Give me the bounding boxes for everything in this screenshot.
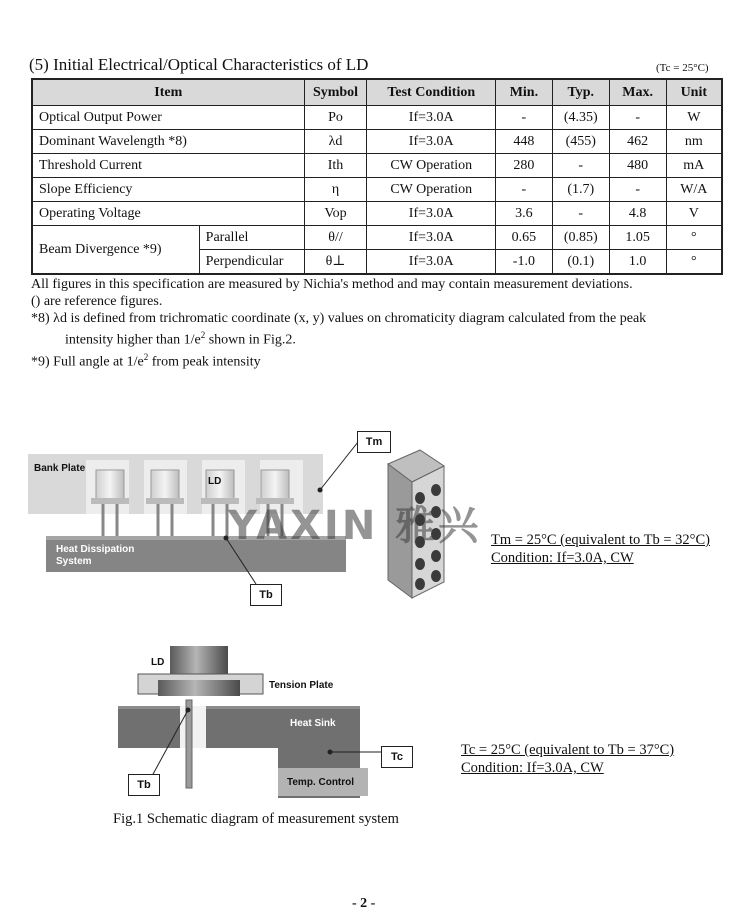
cell-unit: W xyxy=(666,106,722,130)
cell-max: - xyxy=(609,106,666,130)
notes xyxy=(31,276,721,370)
cell-item: Dominant Wavelength *8) xyxy=(32,130,304,154)
cell-max: 1.05 xyxy=(609,226,666,250)
cell-min: 0.65 xyxy=(495,226,552,250)
cell-min: - xyxy=(495,178,552,202)
note-8-line2: intensity higher than $1/e^2$ shown in Fig.2. xyxy=(65,330,296,348)
cell-min: 280 xyxy=(495,154,552,178)
cell-max: - xyxy=(609,178,666,202)
table-row xyxy=(32,154,722,178)
label-heat-sink: Heat Sink xyxy=(290,718,336,729)
cell-typ: - xyxy=(552,202,609,226)
header-typ: Typ. xyxy=(552,79,609,106)
cell-max: 4.8 xyxy=(609,202,666,226)
note-measurement: All figures in this specification are measured by Nichia's method and may contain measurement deviations. xyxy=(31,277,633,292)
cell-min: - xyxy=(495,106,552,130)
condition-tm: Tm = 25°C (equivalent to Tb = 32°C) Condition: If=3.0A, CW xyxy=(491,532,710,566)
tc-note: (Tc = 25°C) xyxy=(656,62,709,74)
cell-condition: If=3.0A xyxy=(367,130,495,154)
label-heat-dissipation: Heat Dissipation System xyxy=(56,544,135,567)
cell-condition: If=3.0A xyxy=(367,226,495,250)
table-row xyxy=(32,178,722,202)
cell-typ: (0.85) xyxy=(552,226,609,250)
header-test-condition: Test Condition xyxy=(367,79,495,106)
table-row xyxy=(32,226,722,250)
watermark: YAXIN 雅兴 xyxy=(228,503,482,549)
header-max: Max. xyxy=(609,79,666,106)
cell-typ: (1.7) xyxy=(552,178,609,202)
header-unit: Unit xyxy=(666,79,722,106)
cell-typ: (0.1) xyxy=(552,250,609,275)
cell-symbol: θ// xyxy=(304,226,367,250)
cell-subitem-parallel: Parallel xyxy=(199,226,304,250)
label-tc: Tc xyxy=(381,746,413,768)
cell-condition: If=3.0A xyxy=(367,250,495,275)
heat-sink-diagram xyxy=(0,640,750,805)
cell-item: Optical Output Power xyxy=(32,106,304,130)
cell-subitem-perpendicular: Perpendicular xyxy=(199,250,304,275)
cell-unit: ° xyxy=(666,250,722,275)
cell-min: 448 xyxy=(495,130,552,154)
cell-symbol: Po xyxy=(304,106,367,130)
cell-symbol: λd xyxy=(304,130,367,154)
table-row xyxy=(32,202,722,226)
cell-symbol: θ⊥ xyxy=(304,250,367,275)
table-row xyxy=(32,106,722,130)
cell-min: 3.6 xyxy=(495,202,552,226)
cell-symbol: Ith xyxy=(304,154,367,178)
cell-unit: ° xyxy=(666,226,722,250)
cell-unit: nm xyxy=(666,130,722,154)
table-header-row xyxy=(32,79,722,106)
note-9: *9) Full angle at $1/e^2$ from peak intensity xyxy=(31,351,261,370)
note-8-line1: *8) λd is defined from trichromatic coordinate (x, y) values on chromaticity diagram calculated from the peak xyxy=(31,311,647,326)
cell-typ: (455) xyxy=(552,130,609,154)
cell-item-beam-divergence: Beam Divergence *9) xyxy=(32,226,199,275)
cell-condition: CW Operation xyxy=(367,178,495,202)
label-ld-1: LD xyxy=(208,476,222,487)
label-ld-2: LD xyxy=(151,657,165,668)
cell-unit: W/A xyxy=(666,178,722,202)
label-tb-1: Tb xyxy=(250,584,282,606)
cell-condition: If=3.0A xyxy=(367,106,495,130)
cell-min: -1.0 xyxy=(495,250,552,275)
note-reference: () are reference figures. xyxy=(31,294,163,309)
label-tension-plate: Tension Plate xyxy=(269,680,334,691)
header-symbol: Symbol xyxy=(304,79,367,106)
label-tm: Tm xyxy=(357,431,391,453)
cell-typ: (4.35) xyxy=(552,106,609,130)
cell-condition: CW Operation xyxy=(367,154,495,178)
header-item: Item xyxy=(32,79,304,106)
table-row xyxy=(32,130,722,154)
cell-max: 480 xyxy=(609,154,666,178)
label-bank-plate: Bank Plate xyxy=(34,463,86,474)
cell-unit: mA xyxy=(666,154,722,178)
cell-item: Threshold Current xyxy=(32,154,304,178)
cell-condition: If=3.0A xyxy=(367,202,495,226)
characteristics-table xyxy=(31,78,723,275)
cell-item: Slope Efficiency xyxy=(32,178,304,202)
condition-tc: Tc = 25°C (equivalent to Tb = 37°C) Condition: If=3.0A, CW xyxy=(461,742,675,776)
cell-max: 1.0 xyxy=(609,250,666,275)
page-number: - 2 - xyxy=(352,896,376,911)
cell-typ: - xyxy=(552,154,609,178)
cell-max: 462 xyxy=(609,130,666,154)
header-min: Min. xyxy=(495,79,552,106)
cell-item: Operating Voltage xyxy=(32,202,304,226)
cell-symbol: η xyxy=(304,178,367,202)
label-tb-2: Tb xyxy=(128,774,160,796)
cell-symbol: Vop xyxy=(304,202,367,226)
figure-caption: Fig.1 Schematic diagram of measurement system xyxy=(113,811,399,827)
section-title: (5) Initial Electrical/Optical Characteristics of LD xyxy=(29,55,369,74)
label-temp-control: Temp. Control xyxy=(287,777,355,788)
cell-unit: V xyxy=(666,202,722,226)
